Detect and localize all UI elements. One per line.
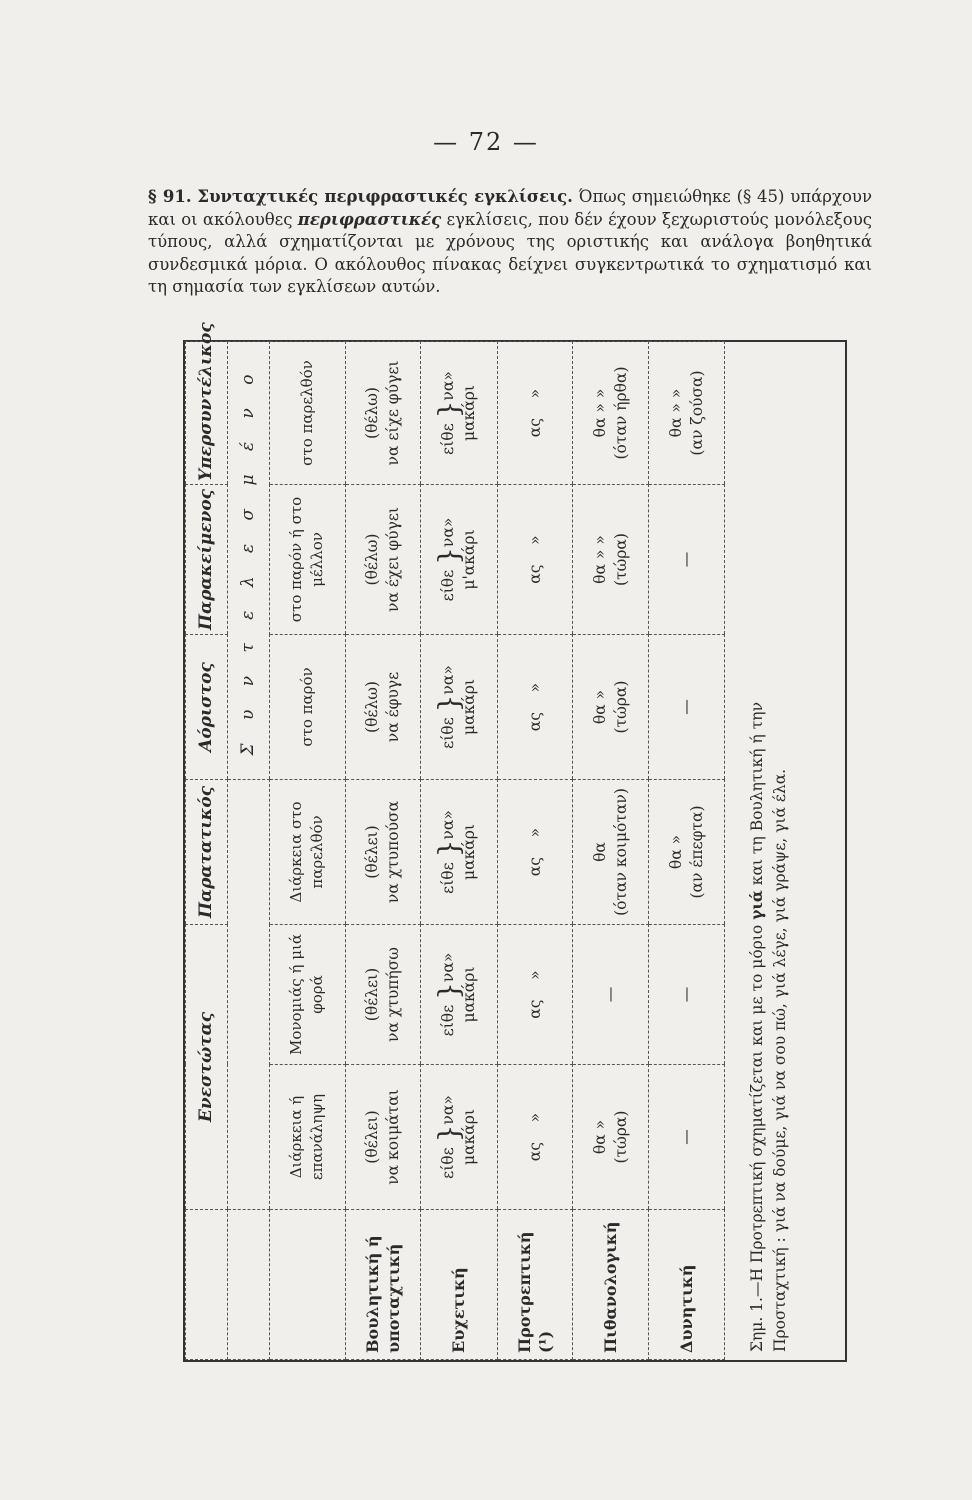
suntelesmeno-row bbox=[227, 342, 269, 1360]
table-row: Ευχετική είθε }να» μακάρι είθε }να» μακάρι είθε }να» μακάρι είθε }να» μακάρι είθε }να» μ'ακάρι είθε }να» μακάρι bbox=[421, 342, 498, 1360]
header-perfect: Παρακείμενος bbox=[186, 485, 228, 635]
table-row: Βουλητική ή υποταχτική (θέλει) να κοιμάται (θέλει) να χτυπήσω (θέλει) να χτυπούσα (θέλω) να έφυγε (θέλω) να έχει φύγει (θέλω) να είχε φύγει bbox=[345, 342, 421, 1360]
suntelesmeno-label: Σ υ ν τ ε λ ε σ μ έ ν ο bbox=[227, 342, 269, 780]
sub-present-future: στο παρόν ή στο μέλλον bbox=[269, 485, 345, 635]
row-label: Βουλητική ή υποταχτική bbox=[345, 1210, 421, 1360]
table-row: Προτρεπτική (¹) ας » ας » ας » ας » ας » ας » bbox=[497, 342, 573, 1360]
table-subheader-row bbox=[269, 342, 345, 1360]
sub-once: Μονομιάς ή μιά φορά bbox=[269, 925, 345, 1065]
sub-past: στο παρελθόν bbox=[269, 342, 345, 485]
brace-icon: } bbox=[432, 400, 466, 419]
row-label: Πιθανολογική bbox=[573, 1210, 649, 1360]
intro-text-2: εγκλίσεις, που δέν έχουν ξεχωριστούς μονόλεξους τύπους, αλλά σχηματίζονται με χρόνους της οριστικής και ανάλογα βοηθητικά συνδεσμικά μόρια. Ο ακόλουθος πίνακας δείχνει συγκεντρωτικά το σχηματισμό και τη σημασία των εγκλίσεων αυτών. bbox=[148, 209, 873, 296]
sub-present: στο παρόν bbox=[269, 635, 345, 780]
row-label: Ευχετική bbox=[421, 1210, 498, 1360]
table-header-row bbox=[186, 342, 228, 1360]
table-row: Πιθανολογική θα » (τώρα) — θα (όταν κοιμόταν) θα » (τώρα) θα » » (τώρα) θα » » (όταν ήρθα) bbox=[573, 342, 649, 1360]
header-aorist: Αόριστος bbox=[186, 635, 228, 780]
section-heading: Συνταχτικές περιφραστικές εγκλίσεις. bbox=[197, 187, 573, 206]
intro-paragraph bbox=[148, 186, 872, 299]
header-pluperfect: Υπερσυντέλικος bbox=[186, 342, 228, 485]
rotated-table-content bbox=[185, 322, 845, 1360]
page-number: — 72 — bbox=[433, 128, 539, 156]
row-label: Δυνητική bbox=[649, 1210, 725, 1360]
moods-table-frame bbox=[183, 322, 847, 1362]
table-row: Δυνητική — — θα » (αν έπεφτα) — — θα » » (αν ζούσα) bbox=[649, 342, 725, 1360]
header-imperfect: Παρατατικός bbox=[186, 780, 228, 925]
intro-text-1: Όπως σημειώθηκε (§ 45) υπάρχουν και οι ακόλουθες bbox=[148, 187, 872, 229]
row-label: Προτρεπτική (¹) bbox=[497, 1210, 573, 1360]
corner-cell bbox=[186, 1210, 228, 1360]
intro-emphasis: περιφραστικές bbox=[297, 209, 442, 229]
section-number: § 91. bbox=[148, 187, 192, 206]
brace-icon: } bbox=[432, 547, 466, 565]
table-footnote: Σημ. 1.—Η Προτρεπτική σχηματίζεται και με το μόριο γιά και τη Βουλητική ή την Προσταχτική : γιά να δούμε, γιά να σου πώ, γιά λέγε, γιά γράψε, γιά έλα. bbox=[747, 701, 789, 1352]
brace-icon: } bbox=[432, 1124, 466, 1143]
brace-icon: } bbox=[432, 694, 466, 713]
moods-table bbox=[185, 322, 725, 1360]
brace-icon: } bbox=[432, 982, 466, 1000]
sub-duration: Διάρκεια ή επανάληψη bbox=[269, 1065, 345, 1210]
header-present: Ενεστώτας bbox=[186, 925, 228, 1210]
brace-icon: } bbox=[432, 839, 466, 858]
sub-duration-past: Διάρκεια στο παρελθόν bbox=[269, 780, 345, 925]
